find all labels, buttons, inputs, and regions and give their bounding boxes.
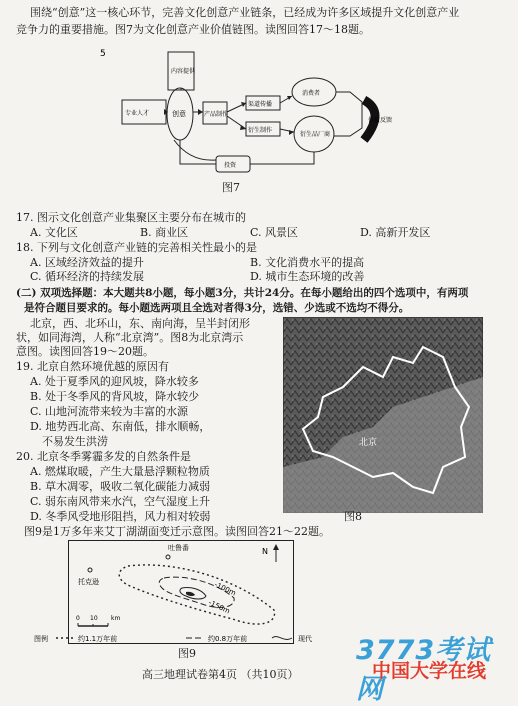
scale-unit: km [111, 615, 121, 622]
figure-9-map [68, 540, 294, 644]
modern-lake-fill [186, 592, 195, 596]
fig9-caption: 图9 [178, 647, 196, 660]
q17-option-a: A. 文化区 [30, 226, 78, 239]
city-toksun: 托克逊 [78, 578, 99, 586]
beijing-intro-3: 意图。读图回答19～20题。 [16, 345, 154, 358]
q19-option-c: C. 山地河流带来较为丰富的水源 [30, 405, 189, 418]
north-label: N [262, 547, 268, 556]
lake-extent-11k [119, 565, 274, 624]
city-marker-toksun [88, 568, 92, 572]
q19-option-d-2: 不易发生洪涝 [42, 435, 108, 448]
fig7-deriv-make: 衍生制作 [248, 127, 273, 134]
intro-line-2: 竞争力的重要措施。图7为文化创意产业价值链图。读图回答17～18题。 [16, 23, 370, 36]
fig7-center: 创意 [172, 110, 186, 118]
city-turpan: 吐鲁番 [168, 544, 189, 552]
map-label-beijing: 北京 [359, 438, 378, 448]
q19-option-a: A. 处于夏季风的迎风坡，降水较多 [30, 375, 199, 388]
north-arrow-icon [273, 544, 279, 550]
q20-option-b: B. 草木凋零，吸收二氧化碳能力减弱 [30, 480, 211, 493]
q20-option-c: C. 弱东南风带来水汽，空气湿度上升 [30, 495, 211, 508]
watermark-sub: 中国大学在线 [372, 660, 487, 682]
q20-option-a: A. 燃煤取暖，产生大量悬浮颗粒物质 [30, 465, 210, 478]
fig7-spread: 渠道传播 [248, 101, 273, 108]
q17-option-d: D. 高新开发区 [360, 226, 431, 239]
legend-line-modern [272, 637, 292, 640]
beijing-intro-1: 北京，西、北环山，东、南向海，呈半封闭形 [30, 317, 250, 330]
fig9-legend [34, 630, 334, 646]
city-marker-turpan [166, 555, 170, 559]
q19-stem: 19. 北京自然环境优越的原因有 [16, 360, 169, 373]
q18-option-a: A. 区域经济效益的提升 [30, 256, 144, 269]
fig9-intro: 图9是1万多年来艾丁湖湖面变迁示意图。读图回答21～22题。 [24, 525, 330, 538]
figure-7-diagram [100, 44, 450, 184]
legend-8k: 约0.8万年前 [208, 635, 248, 643]
fig7-corner-mark: 5 [100, 49, 106, 59]
fig7-product-make: 产品制作 [204, 111, 229, 118]
figure-8-map [283, 317, 483, 513]
q17-option-b: B. 商业区 [140, 226, 189, 239]
fig7-deriv-product: 衍生品厂商 [300, 131, 331, 138]
q19-option-b: B. 处于冬季风的背风坡，降水较少 [30, 390, 200, 403]
q18-option-d: D. 城市生态环境的改善 [250, 270, 365, 283]
fig7-talent: 专业人才 [125, 110, 150, 117]
fig7-top-box: 内容提供 [171, 68, 196, 75]
legend-modern: 现代 [298, 635, 312, 643]
section2-line-1: (二) 双项选择题：本大题共8小题，每小题3分，共计24分。在每小题给出的四个选项中，有两项 [16, 287, 469, 299]
section2-line-2: 是符合题目要求的。每小题选两项且全选对者得3分，选错、少选或不选均不得分。 [24, 302, 410, 314]
q18-option-b: B. 文化消费水平的提高 [250, 256, 365, 269]
scale-0: 0 [76, 615, 80, 622]
q20-option-d: D. 冬季风受地形阻挡，风力相对较弱 [30, 510, 211, 523]
q17-option-c: C. 风景区 [250, 226, 299, 239]
beijing-intro-2: 状，如同海湾，人称“北京湾”。图8为北京湾示 [16, 331, 244, 344]
q18-stem: 18. 下列与文化创意产业链的完善相关性最小的是 [16, 241, 257, 254]
fig7-feedback: 价值反馈 [368, 117, 393, 124]
fig7-consumer: 消费者 [302, 90, 321, 97]
q20-stem: 20. 北京冬季雾霾多发的自然条件是 [16, 450, 191, 463]
legend-11k: 约1.1万年前 [78, 635, 118, 643]
contour-label-100: -100m [213, 580, 238, 598]
scale-10: 10 [90, 615, 98, 622]
q17-stem: 17. 图示文化创意产业集聚区主要分布在城市的 [16, 211, 246, 224]
fig7-caption: 图7 [222, 181, 240, 194]
contour-label-150: -150m [207, 598, 232, 616]
q19-option-d-1: D. 地势西北高、东南低，排水顺畅， [30, 420, 211, 433]
page-footer: 高三地理试卷第4页 （共10页） [142, 668, 299, 681]
fig7-investment: 投资 [224, 162, 237, 169]
q18-option-c: C. 循环经济的持续发展 [30, 270, 145, 283]
legend-title: 图例 [34, 635, 48, 643]
intro-line-1: 围绕“创意”这一核心环节，完善文化创意产业链条，已经成为许多区域提升文化创意产业 [30, 6, 460, 19]
fig8-caption: 图8 [344, 510, 362, 523]
watermark-site: 3773考试网 [356, 635, 492, 705]
